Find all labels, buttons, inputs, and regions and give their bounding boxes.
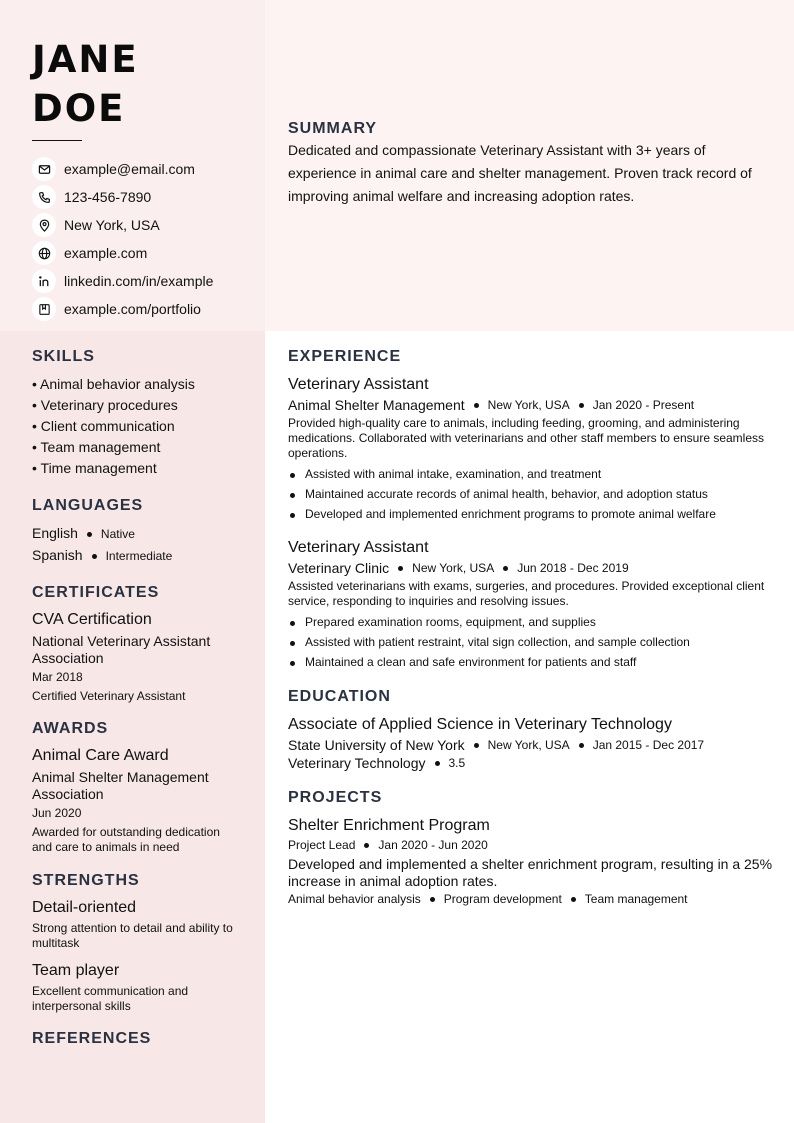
language-item [32, 545, 242, 567]
skill-item: • Animal behavior analysis [32, 376, 195, 392]
awards-section [32, 720, 242, 855]
strength-name: Detail-oriented [32, 899, 137, 916]
name-divider [32, 140, 82, 141]
separator-dot [571, 897, 576, 902]
separator-dot [435, 761, 440, 766]
strength-desc: Excellent communication and interpersonal skills [32, 984, 189, 1013]
education-location: New York, USA [487, 738, 570, 752]
job-bullet: Assisted with animal intake, examination, and treatment [288, 464, 776, 484]
skills-section [32, 348, 242, 479]
job-bullet: Developed and implemented enrichment programs to promote animal welfare [288, 504, 776, 524]
language-level: Native [100, 527, 135, 541]
languages-title: LANGUAGES [32, 497, 144, 514]
job-employer: Veterinary Clinic [288, 560, 390, 576]
education-gpa: 3.5 [448, 756, 466, 770]
contact-email-text[interactable]: example@email.com [64, 161, 195, 177]
job-entry [288, 374, 776, 524]
contact-linkedin[interactable] [32, 267, 265, 295]
job-meta [288, 397, 776, 413]
main-sections [288, 348, 776, 906]
job-meta [288, 560, 776, 576]
separator-dot [503, 566, 508, 571]
job-entry [288, 537, 776, 672]
summary-section [288, 120, 776, 208]
certificate-name: CVA Certification [32, 611, 152, 628]
separator-dot [474, 743, 479, 748]
certificate-desc: Certified Veterinary Assistant [32, 689, 186, 703]
location-pin-icon [32, 213, 56, 237]
phone-icon [32, 185, 56, 209]
language-name: English [32, 525, 78, 541]
certificate-issuer: National Veterinary Assistant Association [32, 633, 211, 666]
job-bullets [288, 464, 776, 524]
language-level: Intermediate [105, 549, 173, 563]
skill-item: • Team management [32, 439, 161, 455]
certificates-title: CERTIFICATES [32, 584, 160, 601]
job-dates: Jan 2020 - Present [592, 398, 695, 412]
separator-dot [579, 743, 584, 748]
skill-item: • Client communication [32, 418, 175, 434]
mail-icon [32, 157, 56, 181]
strength-name: Team player [32, 962, 120, 979]
job-dates: Jun 2018 - Dec 2019 [517, 561, 629, 575]
project-tag: Team management [584, 892, 688, 906]
strengths-section [32, 872, 242, 1014]
job-description: Provided high-quality care to animals, including feeding, grooming, and administering medications. Collaborated with veterinarians and other staff members to ensure seamless operations. [288, 416, 765, 460]
contact-portfolio-text[interactable]: example.com/portfolio [64, 301, 201, 317]
strengths-title: STRENGTHS [32, 872, 140, 889]
separator-dot [474, 403, 479, 408]
job-bullet: Assisted with patient restraint, vital sign collection, and sample collection [288, 632, 776, 652]
strength-desc: Strong attention to detail and ability to multitask [32, 921, 233, 950]
education-title: EDUCATION [288, 688, 391, 705]
experience-section [288, 348, 776, 672]
project-role: Project Lead [288, 838, 356, 852]
award-issuer: Animal Shelter Management Association [32, 769, 209, 802]
job-description: Assisted veterinarians with exams, surgeries, and procedures. Provided exceptional client service, responding to inquiries and resolving issues. [288, 579, 765, 608]
contact-location [32, 211, 265, 239]
job-bullet: Maintained accurate records of animal health, behavior, and adoption status [288, 484, 776, 504]
job-employer: Animal Shelter Management [288, 397, 465, 413]
job-title: Veterinary Assistant [288, 376, 429, 393]
separator-dot [92, 554, 97, 559]
references-section [32, 1030, 242, 1048]
summary-text: Dedicated and compassionate Veterinary Assistant with 3+ years of experience in animal care and shelter management. Proven track record of improving animal welfare and increasing adoption rates. [288, 142, 752, 204]
skills-title: SKILLS [32, 348, 95, 365]
sidebar-sections [32, 348, 242, 1056]
name-first: JANE [32, 38, 139, 81]
summary-title: SUMMARY [288, 120, 378, 137]
contact-email[interactable] [32, 155, 265, 183]
education-meta [288, 737, 776, 753]
contact-location-text: New York, USA [64, 217, 160, 233]
globe-icon [32, 241, 56, 265]
experience-title: EXPERIENCE [288, 348, 402, 365]
education-field: Veterinary Technology [288, 755, 426, 771]
skill-item: • Time management [32, 460, 157, 476]
contact-website-text[interactable]: example.com [64, 245, 148, 261]
job-bullets [288, 612, 776, 672]
project-name: Shelter Enrichment Program [288, 817, 490, 834]
separator-dot [364, 843, 369, 848]
job-location: New York, USA [412, 561, 495, 575]
contact-phone-text[interactable]: 123-456-7890 [64, 189, 152, 205]
projects-section [288, 789, 776, 906]
references-title: REFERENCES [32, 1030, 152, 1047]
education-field-row [288, 755, 776, 771]
project-tags [288, 892, 776, 906]
linkedin-icon [32, 269, 56, 293]
contact-portfolio[interactable] [32, 295, 265, 323]
contact-phone[interactable] [32, 183, 265, 211]
skill-item: • Veterinary procedures [32, 397, 178, 413]
projects-title: PROJECTS [288, 789, 383, 806]
award-date: Jun 2020 [32, 806, 82, 820]
project-dates: Jan 2020 - Jun 2020 [378, 838, 488, 852]
contact-website[interactable] [32, 239, 265, 267]
language-item [32, 523, 242, 545]
separator-dot [430, 897, 435, 902]
award-name: Animal Care Award [32, 747, 169, 764]
candidate-name [32, 35, 265, 133]
job-bullet: Prepared examination rooms, equipment, and supplies [288, 612, 776, 632]
project-meta [288, 838, 776, 852]
separator-dot [398, 566, 403, 571]
header-left-panel [0, 0, 265, 331]
certificate-date: Mar 2018 [32, 670, 83, 684]
separator-dot [87, 532, 92, 537]
education-school: State University of New York [288, 737, 465, 753]
language-name: Spanish [32, 547, 83, 563]
portfolio-icon [32, 297, 56, 321]
education-dates: Jan 2015 - Dec 2017 [592, 738, 705, 752]
name-last: DOE [32, 87, 126, 130]
project-description: Developed and implemented a shelter enrichment program, resulting in a 25% increase in animal adoption rates. [288, 856, 773, 889]
awards-title: AWARDS [32, 720, 109, 737]
job-title: Veterinary Assistant [288, 539, 429, 556]
languages-section [32, 497, 242, 567]
project-tag: Program development [443, 892, 562, 906]
award-desc: Awarded for outstanding dedication and care to animals in need [32, 825, 220, 854]
certificates-section [32, 584, 242, 704]
education-section [288, 688, 776, 771]
contact-linkedin-text[interactable]: linkedin.com/in/example [64, 273, 214, 289]
project-tag: Animal behavior analysis [288, 892, 421, 906]
education-degree: Associate of Applied Science in Veterinary Technology [288, 716, 672, 733]
separator-dot [579, 403, 584, 408]
job-bullet: Maintained a clean and safe environment for patients and staff [288, 652, 776, 672]
job-location: New York, USA [487, 398, 570, 412]
